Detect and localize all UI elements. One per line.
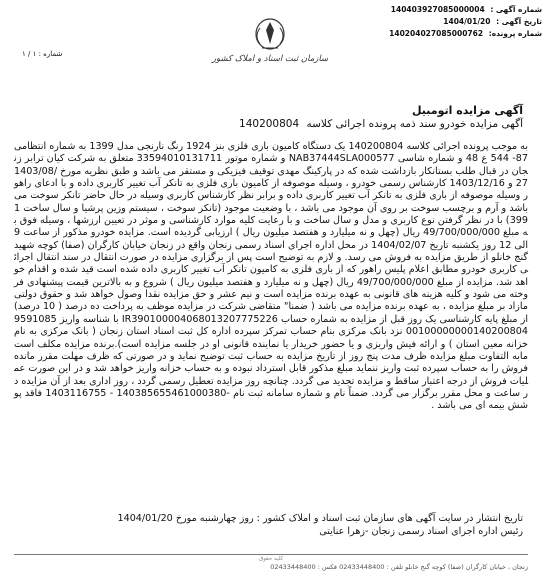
ad-heading: آگهی مزایده اتومبیل	[411, 104, 523, 117]
ad-footer	[23, 512, 523, 538]
emblem-icon	[242, 14, 298, 52]
ad-date-label: تاریخ آگهی :	[496, 17, 542, 26]
organization-logo	[180, 14, 360, 74]
file-number-row	[362, 28, 542, 40]
rights-note: کلیه حقوق	[258, 556, 284, 562]
signatory-line: رئیس اداره اجرای اسناد رسمی زنجان -زهرا عنایتی	[319, 526, 523, 537]
file-number-label: شماره پرونده:	[488, 29, 542, 38]
publication-date-line: تاریخ انتشار در سایت آگهی های سازمان ثبت اسناد و املاک کشور : روز چهارشنبه مورخ 1404/01/20	[117, 513, 523, 524]
ad-number-value: 140403927085000004	[390, 5, 485, 14]
ad-date-row	[362, 16, 542, 28]
ad-meta	[362, 4, 542, 40]
ad-number-label: شماره آگهی :	[490, 5, 542, 14]
ad-number-row	[362, 4, 542, 16]
ad-subheading	[239, 118, 523, 130]
organization-name: سازمان ثبت اسناد و املاک کشور	[211, 54, 329, 64]
file-number-value: 140204027085000762	[389, 29, 484, 38]
ad-date-value: 1404/01/20	[443, 17, 491, 26]
office-address: زنجان ، خیابان کارگران (صفا) کوچه گنج خانلو تلفن : 02433448400 فکس : 02433448400	[270, 563, 528, 571]
page-number: شماره : ۱ / ۱	[22, 50, 63, 58]
subheading-text: آگهی مزایده خودرو سند ذمه پرونده اجرائی کلاسه	[306, 118, 523, 130]
address-bar	[14, 554, 528, 571]
subheading-number: 140200804	[239, 118, 300, 130]
ad-body: به موجب پرونده اجرائی کلاسه 140200804 یک دستگاه کامیون باری فلزی بنز 1924 رنگ نارنجی مدل 1399 به شماره انتظامی 87- 544 ع 48 و شماره شاسی NAB37444SLA000577 و شماره موتور 33594010131711 متعلق به شرکت کیان ترابر زنجان در قبال طلب بستانکار بازداشت شده که در پارکینگ مهدی توقیف فیزیکی و مستقر می باشد و طبق نظریه مورخ 1403/08/27 و 1403/12/16 کارشناس رسمی خودرو ، وسیله موصوفه از کامیون باری فلزی به تانکر آب تغییر کاربری داده و با ادعای راهور وسیله موصوفه از باری فلزی به تانکر آب تغییر کاربری داده و برابر نظر کارشناس کاربری وسیله در حال حاضر تانکر سوخت می باشد و آرم و برچسب سوخت بر روی آن موجود می باشد ، با وضعیت موجود (تانکر سوخت ، سیستم وزین پرشیا و سال ساخت 1399) با در نظر گرفتن نوع کاربری و مدل و سال ساخت و با رعایت کلیه موارد کارشناسی و موثر در تعیین ارزشها ، وسیله فوق به مبلغ 49/700/000/000 ریال (چهل و نه میلیارد و هفتصد میلیون ریال ) ارزیابی گردیده است. مزایده خودرو مذکور از ساعت 9 الی 12 روز یکشنبه تاریخ 1404/02/07 در محل اداره اجرای اسناد رسمی زنجان واقع در زنجان خیابان کارگران (صفا) کوچه شهید گنج خانلو از طریق مزایده به فروش می رسد. و لازم به توضیح است پس از برگزاری مزایده در صورت انتقال در سند انتقال اجرائی کاربری خودرو مطابق اعلام پلیس راهور که از باری فلزی به کامیون تانکر آب تغییر کاربری داده شده است قید شده و اقدام خواهد شد. مزایده از مبلغ 49/700/000/000 ریال (چهل و نه میلیارد و هفتصد میلیون ریال ) شروع و به بالاترین قیمت پیشنهادی فروخته می شود و کلیه هزینه های قانونی به عهده برنده مزایده است و نیم عشر و حق مزایده نقدا وصول خواهد شد و حقوق دولتی مازاد بر مبلغ مزایده ، به عهده برنده مزایده می باشد ( ضمنا" متقاضی شرکت در مزایده موظف به پرداخت ده درصد ( 10 درصد) از مبلغ پایه کارشناسی یک روز قبل از مزایده به شماره حساب IR390100004068013207775226 با شناسه واریز 959108500100000000140200804 نزد بانک مرکزی بنام حساب تمرکز سپرده اداره کل ثبت اسناد استان زنجان ( بانک مرکزی به نام خزانه معین استان ) و ارائه فیش واریزی و یا حضور خریدار یا نماینده قانونی او در جلسه مزایده است).برنده مزایده مکلف است مابه التفاوت مبلغ مزایده ظرف مدت پنج روز از تاریخ مزایده به حساب ثبت توضیح نماید و در صورتی که ظرف مهلت مقرر مانده فروش را به حساب سپرده ثبت واریز ننماید مبلغ مذکور قابل استرداد نبوده و به حساب خزانه واریز خواهد شد و در این صورت عملیات فروش از درجه اعتبار ساقط و مزایده تجدید می گردد. چنانچه روز مزایده تعطیل رسمی گردد ، روز اداری بعد از آن مزایده در ساعت و محل مقرر برگزار می گردد. ضمناً نام و شماره سامانه ثبت نام -140385655461000380 - 1403116755 فاقد پوشش بیمه ای می باشد .	[14, 141, 529, 412]
